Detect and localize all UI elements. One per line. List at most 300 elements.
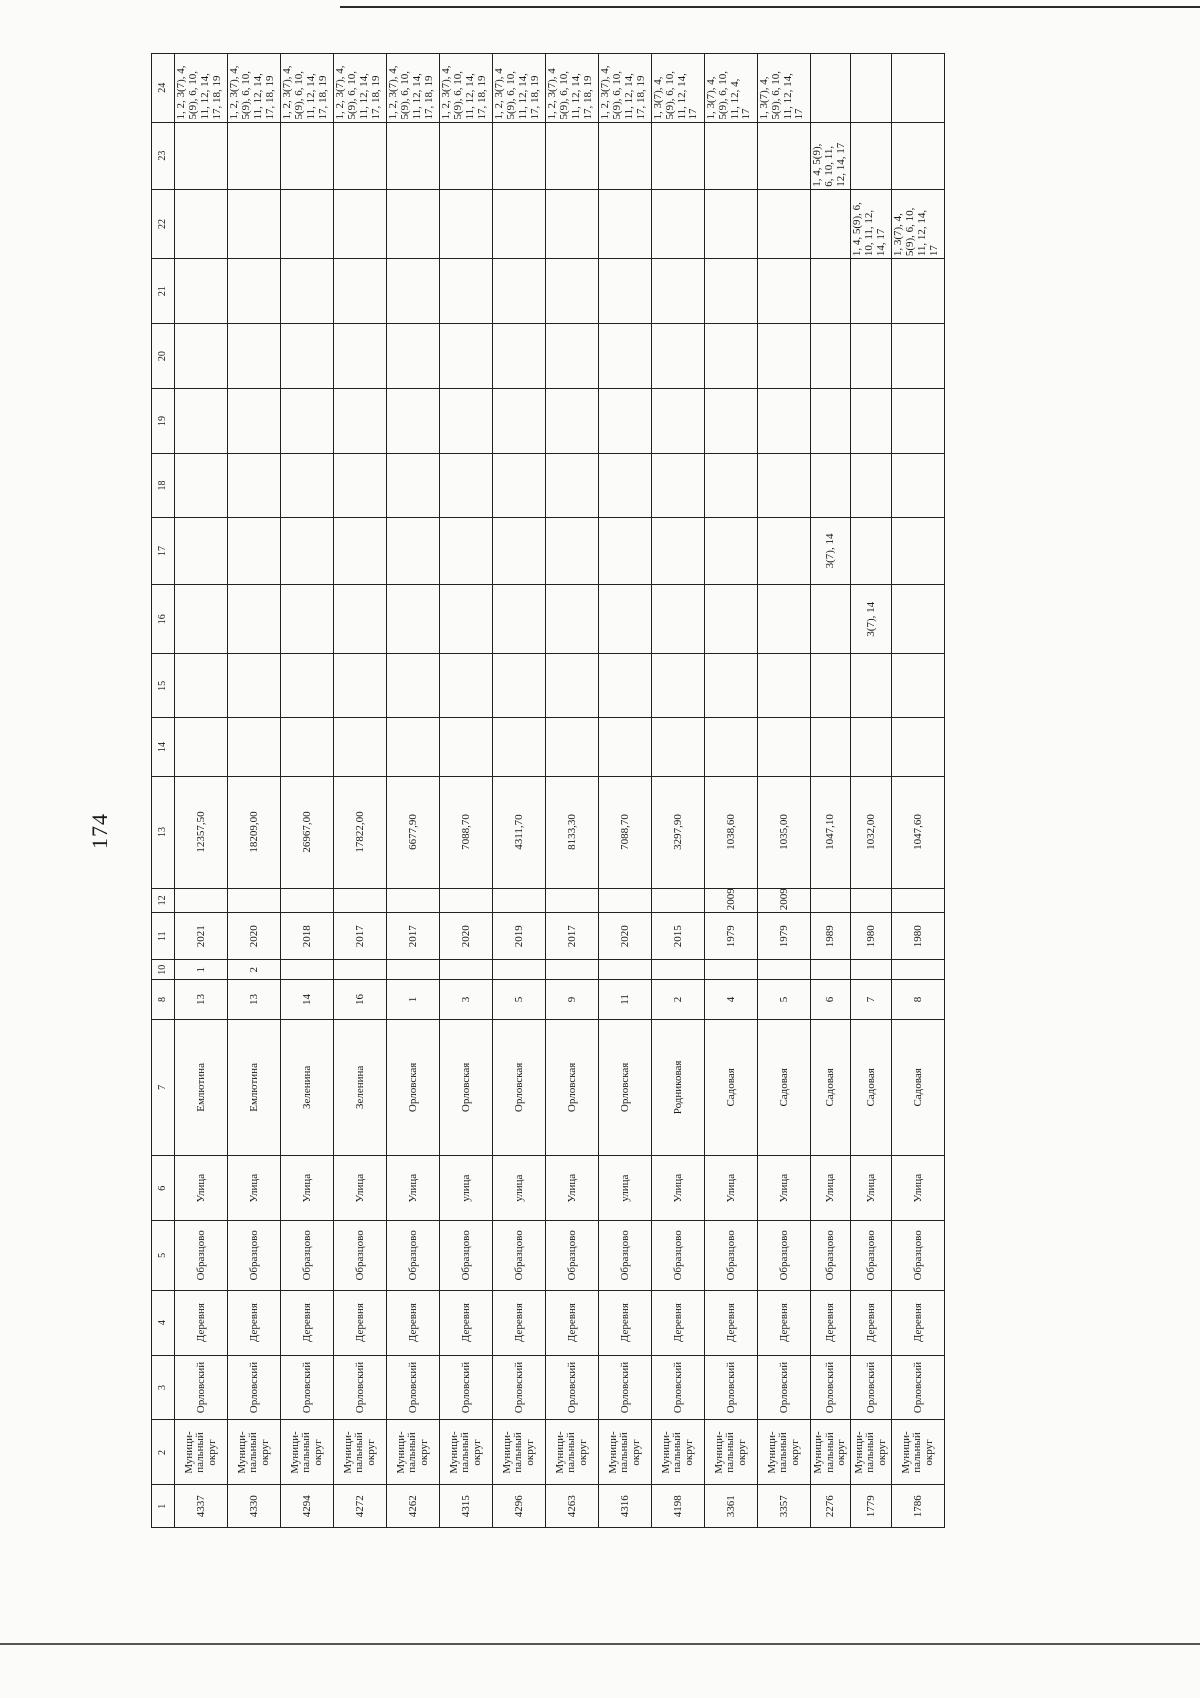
table-cell: 1786 — [891, 1485, 944, 1528]
table-row — [439, 54, 492, 1528]
table-cell — [227, 654, 280, 718]
column-header: 2 — [152, 1420, 175, 1485]
table-cell — [227, 888, 280, 913]
table-cell: 8 — [891, 980, 944, 1019]
table-cell: Муници- пальный округ — [333, 1420, 386, 1485]
table-row — [891, 54, 944, 1528]
table-cell — [333, 389, 386, 454]
table-cell: Орловский — [757, 1355, 810, 1420]
table-cell — [651, 718, 704, 776]
table-cell — [439, 259, 492, 324]
table-cell: улица — [492, 1156, 545, 1221]
table-cell — [439, 454, 492, 518]
table-cell — [598, 122, 651, 189]
table-cell: Деревня — [851, 1290, 892, 1355]
table-cell: 7088,70 — [439, 776, 492, 888]
table-cell — [598, 324, 651, 389]
table-cell — [598, 654, 651, 718]
table-cell — [175, 389, 228, 454]
table-cell — [280, 888, 333, 913]
table-cell — [492, 324, 545, 389]
table-cell: 1, 3(7), 4, 5(9), 6, 10, 11, 12, 14, 17 — [651, 54, 704, 123]
table-cell: Образцово — [810, 1221, 851, 1290]
table-cell — [757, 122, 810, 189]
column-header: 19 — [152, 389, 175, 454]
table-row — [757, 54, 810, 1528]
table-cell: Орловская — [598, 1019, 651, 1156]
table-cell: Орловский — [810, 1355, 851, 1420]
table-cell: Образцово — [175, 1221, 228, 1290]
table-cell: 2019 — [492, 913, 545, 960]
table-cell: Образцово — [757, 1221, 810, 1290]
table-cell: Образцово — [439, 1221, 492, 1290]
table-cell — [891, 454, 944, 518]
table-cell — [891, 122, 944, 189]
table-cell — [545, 654, 598, 718]
table-cell: Орловский — [851, 1355, 892, 1420]
table-cell — [492, 960, 545, 980]
table-cell — [386, 324, 439, 389]
table-cell: 4263 — [545, 1485, 598, 1528]
table-cell — [757, 189, 810, 258]
table-cell: 1980 — [851, 913, 892, 960]
table-cell — [280, 517, 333, 584]
table-cell — [704, 189, 757, 258]
table-cell — [280, 324, 333, 389]
table-row — [386, 54, 439, 1528]
table-cell: Муници- пальный округ — [757, 1420, 810, 1485]
table-cell: 5 — [492, 980, 545, 1019]
table-cell: Деревня — [333, 1290, 386, 1355]
table-cell — [757, 454, 810, 518]
table-cell: Орловский — [651, 1355, 704, 1420]
table-cell — [175, 517, 228, 584]
table-cell — [227, 454, 280, 518]
column-header: 8 — [152, 980, 175, 1019]
table-cell: Образцово — [492, 1221, 545, 1290]
table-cell — [851, 960, 892, 980]
column-header: 20 — [152, 324, 175, 389]
table-row — [598, 54, 651, 1528]
table-cell: Деревня — [545, 1290, 598, 1355]
column-header: 14 — [152, 718, 175, 776]
table-cell — [598, 259, 651, 324]
table-cell — [651, 654, 704, 718]
table-cell: Улица — [280, 1156, 333, 1221]
register-table — [151, 53, 945, 1528]
table-cell: 2009 — [704, 888, 757, 913]
table-cell: Улица — [810, 1156, 851, 1221]
table-cell — [810, 888, 851, 913]
table-cell — [280, 654, 333, 718]
table-cell: 2 — [651, 980, 704, 1019]
table-cell — [891, 259, 944, 324]
table-cell — [492, 189, 545, 258]
table-cell — [439, 517, 492, 584]
table-cell: Орловский — [439, 1355, 492, 1420]
table-cell: 1, 2, 3(7), 4 5(9), 6, 10, 11, 12, 14, 17, 18, 19 — [492, 54, 545, 123]
table-cell — [492, 888, 545, 913]
table-cell — [333, 324, 386, 389]
table-cell: Орловская — [439, 1019, 492, 1156]
table-cell — [333, 888, 386, 913]
table-cell: Образцово — [598, 1221, 651, 1290]
table-row — [810, 54, 851, 1528]
table-cell — [757, 517, 810, 584]
column-header: 18 — [152, 454, 175, 518]
table-cell: Муници- пальный округ — [891, 1420, 944, 1485]
table-cell: Деревня — [891, 1290, 944, 1355]
column-header: 17 — [152, 517, 175, 584]
table-cell — [227, 189, 280, 258]
table-row — [175, 54, 228, 1528]
table-cell — [757, 654, 810, 718]
table-cell: Муници- пальный округ — [439, 1420, 492, 1485]
table-cell: Орловская — [545, 1019, 598, 1156]
table-cell: Садовая — [891, 1019, 944, 1156]
table-cell — [439, 189, 492, 258]
table-cell: 2017 — [333, 913, 386, 960]
table-cell — [333, 960, 386, 980]
table-cell — [386, 718, 439, 776]
column-header: 23 — [152, 122, 175, 189]
table-cell: 13 — [175, 980, 228, 1019]
table-cell — [651, 389, 704, 454]
table-cell — [545, 960, 598, 980]
table-cell: Садовая — [704, 1019, 757, 1156]
table-cell — [810, 189, 851, 258]
table-cell — [757, 324, 810, 389]
table-cell — [651, 259, 704, 324]
table-cell: 1032,00 — [851, 776, 892, 888]
table-cell — [333, 454, 386, 518]
column-header: 22 — [152, 189, 175, 258]
table-cell — [598, 454, 651, 518]
table-cell: 1, 2, 3(7), 4, 5(9), 6, 10, 11, 12, 14, 17, 18, 19 — [175, 54, 228, 123]
table-cell: Деревня — [704, 1290, 757, 1355]
table-cell: Деревня — [810, 1290, 851, 1355]
table-cell: 1779 — [851, 1485, 892, 1528]
table-cell — [891, 517, 944, 584]
table-cell: 2017 — [386, 913, 439, 960]
table-cell: Деревня — [651, 1290, 704, 1355]
table-cell — [810, 454, 851, 518]
table-cell: улица — [439, 1156, 492, 1221]
table-cell — [280, 718, 333, 776]
table-cell: 1, 2, 3(7), 4, 5(9), 6, 10, 11, 12, 14, 17, 18, 19 — [227, 54, 280, 123]
table-cell: Емлютина — [227, 1019, 280, 1156]
table-cell — [757, 389, 810, 454]
table-cell — [704, 654, 757, 718]
table-cell — [333, 517, 386, 584]
table-cell: 4262 — [386, 1485, 439, 1528]
table-cell: 12357,50 — [175, 776, 228, 888]
table-cell: 3357 — [757, 1485, 810, 1528]
table-cell: 1035,00 — [757, 776, 810, 888]
table-cell — [227, 389, 280, 454]
table-cell — [545, 189, 598, 258]
table-cell — [280, 259, 333, 324]
table-cell: 1, 2, 3(7), 4, 5(9), 6, 10, 11, 12, 14, 17, 18, 19 — [598, 54, 651, 123]
table-cell — [891, 389, 944, 454]
table-cell: улица — [598, 1156, 651, 1221]
table-cell — [333, 259, 386, 324]
table-cell — [439, 389, 492, 454]
table-cell — [891, 585, 944, 654]
table-cell — [810, 960, 851, 980]
table-cell: 2009 — [757, 888, 810, 913]
table-cell: 4272 — [333, 1485, 386, 1528]
table-cell: Орловский — [492, 1355, 545, 1420]
table-cell — [175, 654, 228, 718]
table-cell: Емлютина — [175, 1019, 228, 1156]
table-cell: 2015 — [651, 913, 704, 960]
table-cell — [851, 454, 892, 518]
table-cell — [386, 259, 439, 324]
table-cell — [851, 517, 892, 584]
table-cell — [492, 389, 545, 454]
table-cell: 1, 3(7), 4, 5(9), 6, 10, 11, 12, 14, 17 — [891, 189, 944, 258]
table-cell — [227, 585, 280, 654]
table-cell: Орловский — [175, 1355, 228, 1420]
table-cell — [891, 960, 944, 980]
table-cell: Улица — [333, 1156, 386, 1221]
table-cell: 2020 — [598, 913, 651, 960]
table-cell — [386, 960, 439, 980]
table-cell — [810, 389, 851, 454]
table-cell: 9 — [545, 980, 598, 1019]
table-cell: Орловский — [598, 1355, 651, 1420]
table-cell — [386, 189, 439, 258]
table-cell — [280, 585, 333, 654]
table-cell: 1980 — [891, 913, 944, 960]
table-cell: Садовая — [810, 1019, 851, 1156]
table-cell — [175, 585, 228, 654]
table-cell — [651, 585, 704, 654]
table-cell: Образцово — [386, 1221, 439, 1290]
table-cell: 4296 — [492, 1485, 545, 1528]
table-cell: 3(7), 14 — [851, 585, 892, 654]
table-row — [333, 54, 386, 1528]
table-cell: 4337 — [175, 1485, 228, 1528]
table-cell — [386, 585, 439, 654]
table-row — [651, 54, 704, 1528]
column-header: 6 — [152, 1156, 175, 1221]
table-cell — [704, 960, 757, 980]
scan-edge-bottom — [0, 1643, 1200, 1645]
table-cell — [851, 718, 892, 776]
table-cell — [891, 718, 944, 776]
table-cell: 5 — [757, 980, 810, 1019]
table-cell: 2 — [227, 960, 280, 980]
table-cell — [704, 718, 757, 776]
table-cell — [492, 454, 545, 518]
table-cell: Родниковая — [651, 1019, 704, 1156]
table-cell — [704, 389, 757, 454]
table-cell: Деревня — [227, 1290, 280, 1355]
table-cell: 1979 — [757, 913, 810, 960]
table-cell — [651, 888, 704, 913]
table-cell — [545, 324, 598, 389]
table-cell: 14 — [280, 980, 333, 1019]
table-cell — [333, 718, 386, 776]
table-cell — [333, 654, 386, 718]
table-cell — [175, 888, 228, 913]
table-cell: 7 — [851, 980, 892, 1019]
table-cell — [439, 654, 492, 718]
table-cell: 1047,60 — [891, 776, 944, 888]
table-cell: Улица — [227, 1156, 280, 1221]
table-cell: Улица — [545, 1156, 598, 1221]
table-cell: Муници- пальный округ — [386, 1420, 439, 1485]
table-cell — [651, 122, 704, 189]
table-cell: Орловский — [704, 1355, 757, 1420]
table-cell — [704, 454, 757, 518]
table-cell — [545, 259, 598, 324]
table-cell — [545, 517, 598, 584]
table-cell — [333, 122, 386, 189]
table-cell: 1, 2, 3(7), 4, 5(9), 6, 10, 11, 12, 14, 17, 18, 19 — [439, 54, 492, 123]
table-cell: 1979 — [704, 913, 757, 960]
table-cell: Муници- пальный округ — [175, 1420, 228, 1485]
table-cell: Муници- пальный округ — [851, 1420, 892, 1485]
table-cell — [175, 189, 228, 258]
table-cell: Орловский — [386, 1355, 439, 1420]
scan-edge-top — [340, 6, 1200, 8]
table-cell: 7088,70 — [598, 776, 651, 888]
table-cell — [757, 718, 810, 776]
table-row — [545, 54, 598, 1528]
table-cell: Деревня — [757, 1290, 810, 1355]
table-cell: 1038,60 — [704, 776, 757, 888]
table-cell — [704, 122, 757, 189]
table-cell — [386, 654, 439, 718]
table-cell — [851, 389, 892, 454]
table-cell: Улица — [175, 1156, 228, 1221]
table-cell — [810, 324, 851, 389]
table-cell — [810, 718, 851, 776]
column-header: 16 — [152, 585, 175, 654]
table-cell — [651, 324, 704, 389]
column-header: 24 — [152, 54, 175, 123]
table-cell — [545, 718, 598, 776]
table-cell — [280, 960, 333, 980]
table-cell — [704, 259, 757, 324]
table-cell: Муници- пальный округ — [227, 1420, 280, 1485]
table-cell: Зеленина — [333, 1019, 386, 1156]
table-cell — [386, 122, 439, 189]
table-cell: Деревня — [492, 1290, 545, 1355]
table-cell: 4330 — [227, 1485, 280, 1528]
table-cell: 3297,90 — [651, 776, 704, 888]
table-cell — [175, 454, 228, 518]
column-header: 12 — [152, 888, 175, 913]
table-cell: Орловский — [280, 1355, 333, 1420]
table-cell — [757, 960, 810, 980]
column-header: 13 — [152, 776, 175, 888]
table-cell: Орловская — [386, 1019, 439, 1156]
table-cell: Садовая — [757, 1019, 810, 1156]
table-cell: 26967,00 — [280, 776, 333, 888]
table-cell — [439, 585, 492, 654]
table-cell: Деревня — [386, 1290, 439, 1355]
column-header: 1 — [152, 1485, 175, 1528]
table-cell: 3 — [439, 980, 492, 1019]
table-cell — [598, 189, 651, 258]
table-cell — [386, 517, 439, 584]
table-cell: 1, 3(7), 4, 5(9), 6, 10, 11, 12, 4, 17 — [704, 54, 757, 123]
table-cell: Образцово — [280, 1221, 333, 1290]
table-cell — [492, 259, 545, 324]
table-cell — [704, 517, 757, 584]
table-cell: 4 — [704, 980, 757, 1019]
table-cell — [175, 259, 228, 324]
table-cell: 16 — [333, 980, 386, 1019]
table-cell — [492, 654, 545, 718]
table-cell: 1, 2, 3(7), 4, 5(9), 6, 10, 11, 12, 14, 17, 18, 19 — [386, 54, 439, 123]
table-cell: 2018 — [280, 913, 333, 960]
table-cell — [280, 189, 333, 258]
table-cell — [704, 324, 757, 389]
table-cell — [175, 122, 228, 189]
table-cell — [545, 122, 598, 189]
table-cell: 1 — [386, 980, 439, 1019]
table-cell — [851, 122, 892, 189]
table-cell — [598, 517, 651, 584]
table-cell: Муници- пальный округ — [280, 1420, 333, 1485]
table-cell — [333, 585, 386, 654]
table-cell — [386, 454, 439, 518]
table-container — [151, 53, 945, 1528]
table-cell: 1 — [175, 960, 228, 980]
table-header-row — [152, 54, 175, 1528]
table-cell: Улица — [704, 1156, 757, 1221]
table-cell: 1989 — [810, 913, 851, 960]
table-row — [280, 54, 333, 1528]
table-cell: Образцово — [333, 1221, 386, 1290]
table-row — [227, 54, 280, 1528]
table-cell: Улица — [891, 1156, 944, 1221]
table-cell — [598, 718, 651, 776]
table-cell: 1, 4, 5(9), 6, 10, 11, 12, 14, 17 — [851, 189, 892, 258]
table-cell — [386, 389, 439, 454]
table-cell: Образцово — [651, 1221, 704, 1290]
table-cell: 2021 — [175, 913, 228, 960]
table-cell — [598, 888, 651, 913]
table-cell — [891, 654, 944, 718]
table-cell: Улица — [651, 1156, 704, 1221]
table-row — [492, 54, 545, 1528]
table-cell: Орловский — [545, 1355, 598, 1420]
table-cell: Образцово — [851, 1221, 892, 1290]
page-number: 174 — [87, 813, 112, 849]
table-cell — [891, 888, 944, 913]
column-header: 11 — [152, 913, 175, 960]
table-cell — [651, 517, 704, 584]
table-cell: 2020 — [439, 913, 492, 960]
table-cell — [651, 189, 704, 258]
table-cell: 3361 — [704, 1485, 757, 1528]
table-cell: Образцово — [545, 1221, 598, 1290]
table-cell — [439, 718, 492, 776]
table-cell: Образцово — [704, 1221, 757, 1290]
table-cell: Деревня — [280, 1290, 333, 1355]
table-cell: 6 — [810, 980, 851, 1019]
table-cell: Муници- пальный округ — [810, 1420, 851, 1485]
table-cell — [386, 888, 439, 913]
table-cell: 2017 — [545, 913, 598, 960]
table-cell: 2020 — [227, 913, 280, 960]
